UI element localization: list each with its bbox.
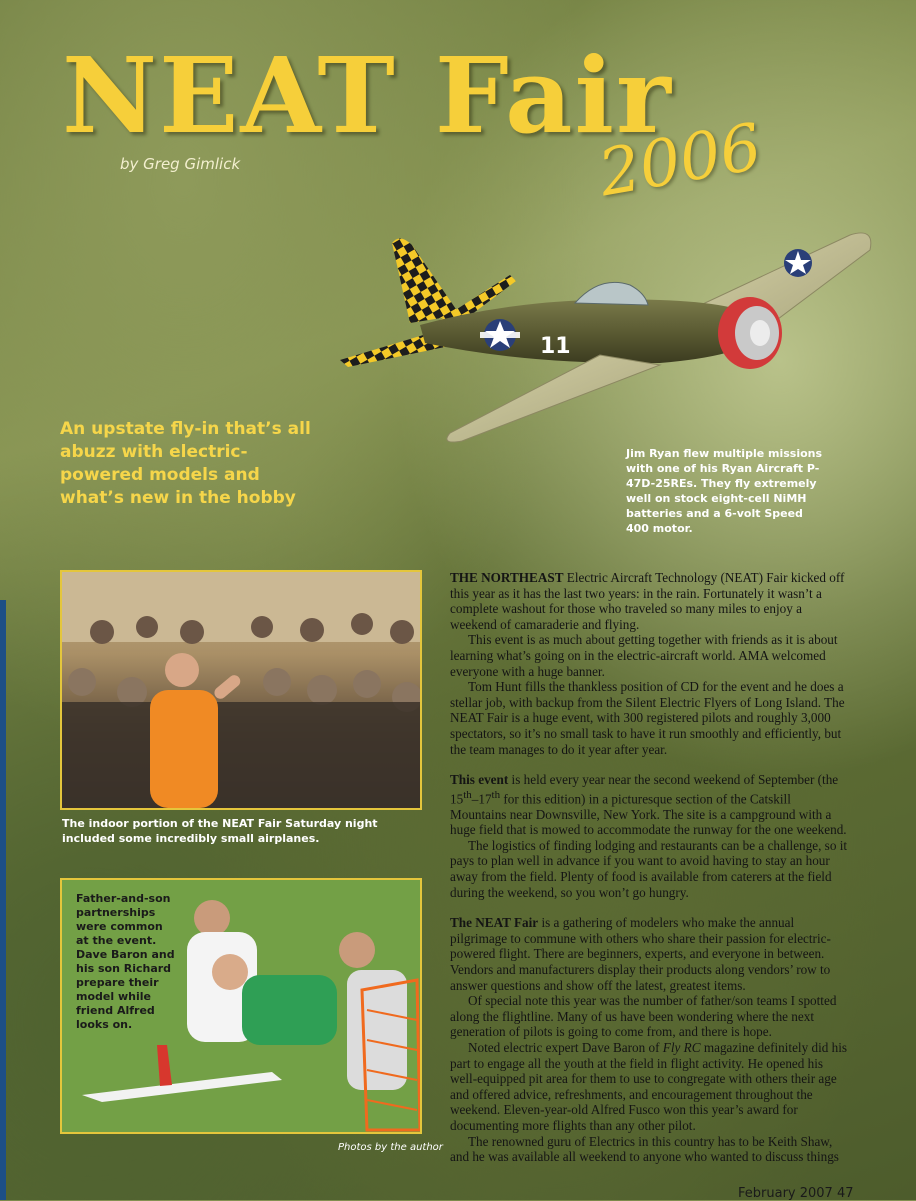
article-paragraph: [450, 570, 850, 632]
title-year: 2006: [593, 110, 767, 212]
article-paragraph: Of special note this year was the number of father/son teams I spotted along the flightline. Many of us have been wondering where the next generation of pilots is going to come from, and there is hope.: [450, 993, 837, 1040]
superscript: th: [491, 788, 501, 801]
lead-in: This event: [450, 772, 509, 788]
photo2-caption: Father-and-son partnerships were common at the event. Dave Baron and his son Richard prepare their model while friend Alfred looks on.: [76, 892, 175, 1031]
fuselage-number: 11: [540, 334, 571, 359]
article-paragraph: [450, 915, 850, 993]
article-paragraph: [450, 1040, 850, 1134]
plane-caption: Jim Ryan flew multiple missions with one of his Ryan Aircraft P-47D-25REs. They fly extremely well on stock eight-cell NiMH batteries and a 6-volt Speed 400 motor.: [626, 447, 823, 535]
paragraph-text: is a gathering of modelers who make the annual pilgrimage to commune with others who share their passion for electric-powered flight. There are beginners, experts, and everyone in between. Vendors and manufacturers display their products along vendors’ row to answer questions and show off the latest, greatest items.: [450, 915, 831, 993]
paragraph-text: Electric Aircraft Technology (NEAT) Fair kicked off this year as it has the last two years: in the rain. Fortunately it wasn’t a complete washout for those who traveled so many miles to enjoy a weekend of camaraderie and flying.: [450, 570, 845, 632]
photo-indoor-crowd: [60, 570, 422, 810]
superscript: th: [463, 788, 472, 801]
page-folio: February 2007 47: [738, 1186, 854, 1201]
article-paragraph: Tom Hunt fills the thankless position of CD for the event and he does a stellar job, with backup from the Silent Electric Flyers of Long Island. The NEAT Fair is a huge event, with 300 registered pilots and roughly 3,000 spectators, so it’s no small task to have it run smoothly and efficiently, but the team manages to do it year after year.: [450, 679, 845, 757]
article-paragraph: The logistics of finding lodging and restaurants can be a challenge, so it pays to plan well in advance if you want to avoid having to stay an hour away from the field. Plenty of food is available from caterers at the field during the weekend, so you won’t go hungry.: [450, 837, 848, 900]
paragraph-text: –17: [471, 791, 492, 807]
article-paragraph: The renowned guru of Electrics in this country has to be Keith Shaw, and he was available all weekend to anyone who wanted to discuss things: [450, 1133, 839, 1165]
paragraph-text: magazine definitely did his part to engage all the youth at the field in flight activity. He opened his well-equipped pit area for them to use to congregate with others their age and offered advice, refreshments, and encouragement throughout the weekend. Eleven-year-old Alfred Fusco won this year’s award for documenting more flights than any other pilot.: [450, 1040, 848, 1133]
article-deck: An upstate fly-in that’s all abuzz with electric-powered models and what’s new in the hobby: [60, 419, 311, 508]
photo-credit: Photos by the author: [338, 1142, 443, 1153]
paragraph-text: for this edition) in a picturesque section of the Catskill Mountains near Downsville, New York. The site is a campground with a huge field that is mowed to accommodate the runway for the one weekend.: [450, 791, 847, 838]
p47-airplane-illustration: [330, 215, 890, 475]
crowd-photo-illustration: [62, 572, 420, 808]
lead-in: The NEAT Fair: [450, 915, 539, 931]
byline: by Greg Gimlick: [120, 155, 241, 173]
page-title: NEAT Fair: [62, 34, 673, 157]
article-paragraph: This event is as much about getting together with friends as it is about learning what’s going on in the electric-aircraft world. AMA welcomed everyone with a huge banner.: [450, 632, 838, 679]
left-edge-strip: [0, 600, 6, 1200]
photo1-caption: The indoor portion of the NEAT Fair Saturday night included some incredibly small airplanes.: [62, 817, 378, 845]
paragraph-text: is held every year near the second weekend of September (the 15: [450, 772, 839, 807]
article-paragraph: [450, 772, 850, 838]
magazine-title: Fly RC: [662, 1040, 701, 1056]
article-body: [450, 570, 850, 1165]
paragraph-text: Noted electric expert Dave Baron of: [468, 1040, 663, 1056]
photo-father-son: [60, 878, 422, 1134]
lead-in: THE NORTHEAST: [450, 570, 564, 585]
